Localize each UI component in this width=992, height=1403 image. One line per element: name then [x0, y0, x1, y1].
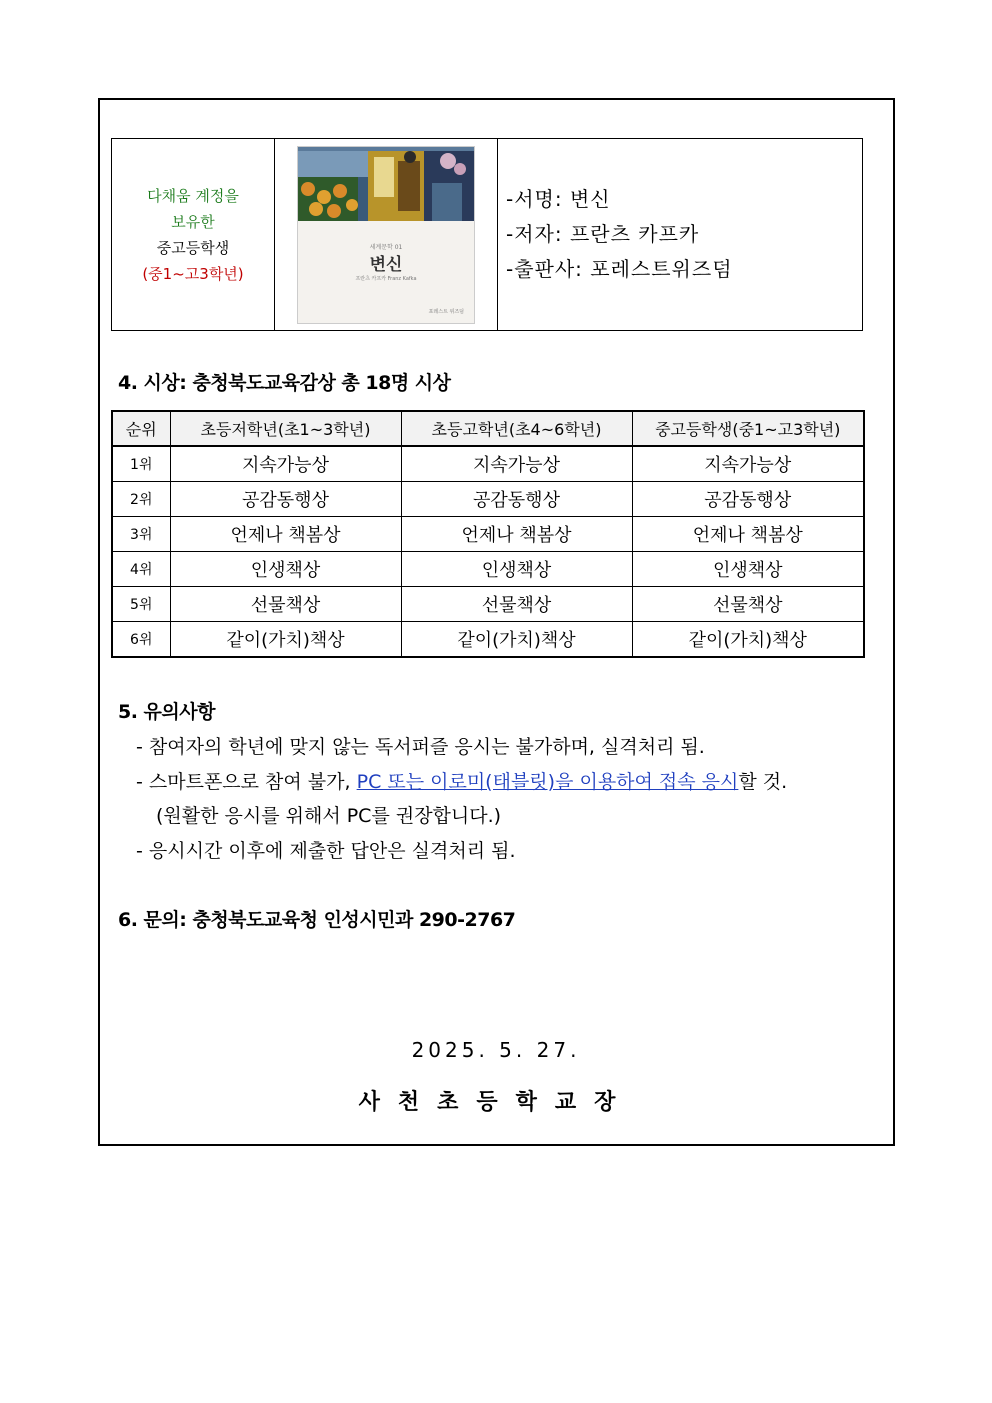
- cover-publisher: 포레스트 위즈덤: [428, 308, 464, 315]
- cover-cell: [275, 139, 498, 330]
- award-cell: 공감동행상: [632, 482, 864, 517]
- target-line-1: 다채움 계정을: [147, 186, 239, 205]
- award-cell: 공감동행상: [170, 482, 401, 517]
- col-header-upper-elementary: 초등고학년(초4~6학년): [401, 411, 632, 446]
- col-header-lower-elementary: 초등저학년(초1~3학년): [170, 411, 401, 446]
- award-cell: 선물책상: [170, 587, 401, 622]
- award-cell: 지속가능상: [401, 446, 632, 482]
- rank-cell: 2위: [112, 482, 170, 517]
- award-cell: 인생책상: [401, 552, 632, 587]
- book-publisher-line: -출판사: 포레스트위즈덤: [506, 257, 733, 281]
- signature: 사천초등학교장: [358, 1090, 634, 1115]
- cover-author: 프란츠 카프카 Franz Kafka: [355, 275, 417, 282]
- document-date: 2025. 5. 27.: [411, 1038, 581, 1062]
- cover-series: 세계문학 01: [369, 243, 403, 251]
- rank-cell: 4위: [112, 552, 170, 587]
- col-header-rank: 순위: [112, 411, 170, 446]
- note-3: - 응시시간 이후에 제출한 답안은 실격처리 됨.: [136, 840, 516, 862]
- rank-cell: 3위: [112, 517, 170, 552]
- awards-table: [111, 410, 865, 658]
- note-2-sub: (원활한 응시를 위해서 PC를 권장합니다.): [156, 805, 502, 827]
- award-cell: 지속가능상: [170, 446, 401, 482]
- award-cell: 같이(가치)책상: [170, 622, 401, 658]
- cover-title: 변신: [369, 254, 403, 275]
- award-cell: 지속가능상: [632, 446, 864, 482]
- target-line-2: 보유한: [171, 212, 215, 231]
- award-cell: 언제나 책봄상: [632, 517, 864, 552]
- award-cell: 선물책상: [632, 587, 864, 622]
- table-row: [112, 446, 864, 482]
- table-row: [112, 622, 864, 658]
- award-cell: 같이(가치)책상: [401, 622, 632, 658]
- section-5-heading: 5. 유의사항: [118, 701, 215, 723]
- rank-cell: 1위: [112, 446, 170, 482]
- note-2: [136, 767, 787, 794]
- award-cell: 공감동행상: [401, 482, 632, 517]
- book-author-line: -저자: 프란츠 카프카: [506, 222, 700, 246]
- note-2-link[interactable]: PC 또는 이로미(태블릿)을 이용하여 접속 응시: [356, 771, 739, 793]
- section-6-heading: 6. 문의: 충청북도교육청 인성시민과 290-2767: [118, 909, 516, 931]
- note-2-prefix: - 스마트폰으로 참여 불가,: [136, 771, 357, 793]
- target-line-4: (중1~고3학년): [142, 264, 244, 283]
- award-cell: 언제나 책봄상: [170, 517, 401, 552]
- award-cell: 선물책상: [401, 587, 632, 622]
- book-info-cell: [498, 139, 862, 330]
- award-cell: 인생책상: [170, 552, 401, 587]
- award-cell: 인생책상: [632, 552, 864, 587]
- award-cell: 언제나 책봄상: [401, 517, 632, 552]
- target-line-3: 중고등학생: [156, 238, 230, 257]
- table-row: [112, 482, 864, 517]
- award-cell: 같이(가치)책상: [632, 622, 864, 658]
- rank-cell: 6위: [112, 622, 170, 658]
- table-row: [112, 552, 864, 587]
- section-4-heading: 4. 시상: 충청북도교육감상 총 18명 시상: [118, 372, 451, 394]
- awards-header-row: [112, 411, 864, 446]
- table-row: [112, 517, 864, 552]
- col-header-secondary: 중고등학생(중1~고3학년): [632, 411, 864, 446]
- rank-cell: 5위: [112, 587, 170, 622]
- book-cover-image: [297, 146, 475, 324]
- note-1: - 참여자의 학년에 맞지 않는 독서퍼즐 응시는 불가하며, 실격처리 됨.: [136, 736, 705, 758]
- note-2-suffix: 할 것.: [738, 771, 788, 793]
- table-row: [112, 587, 864, 622]
- book-title-line: -서명: 변신: [506, 187, 611, 211]
- cover-painting: [298, 147, 474, 221]
- book-info-table: [111, 138, 863, 331]
- target-cell: [112, 139, 275, 330]
